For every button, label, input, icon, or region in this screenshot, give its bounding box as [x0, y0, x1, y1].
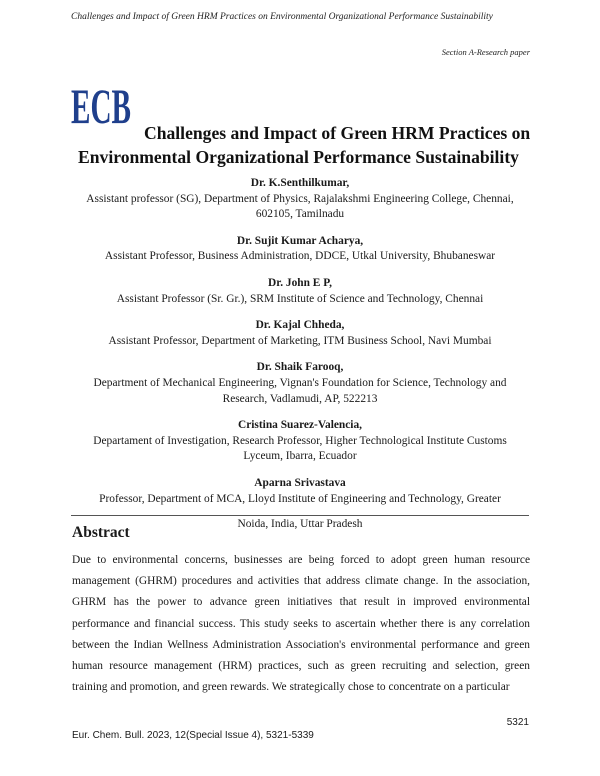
abstract-heading: Abstract: [72, 524, 130, 541]
section-divider: [71, 515, 529, 516]
author-block: [74, 234, 526, 265]
author-affiliation-location: Noida, India, Uttar Pradesh: [237, 518, 363, 531]
title-line-2: Environmental Organizational Performance Sustainability: [78, 147, 519, 167]
author-affiliation: Department of Mechanical Engineering, Vignan's Foundation for Science, Technology and Research, Vadlamudi, AP, 522213: [93, 376, 507, 405]
author-block: [74, 476, 526, 533]
abstract-body: Due to environmental concerns, businesses are being forced to adopt green human resource management (GHRM) procedures and activities that address climate change. In the association, GHRM has the power to advance green initiatives that result in improved environmental performance and financial success. This study seeks to ascertain whether there is any correlation between the Indian Wellness Administration Association's environmental performance and green human resource management (HRM) practices, such as green recruiting and selection, green training and promotion, and green rewards. We strategically chose to concentrate on a particular: [72, 554, 530, 694]
author-block: [74, 360, 526, 407]
author-affiliation: Assistant Professor, Business Administration, DDCE, Utkal University, Bhubaneswar: [104, 250, 496, 263]
author-name: Aparna Srivastava: [254, 476, 346, 489]
title-line-1: Challenges and Impact of Green HRM Practices on: [144, 123, 531, 143]
author-name: Dr. John E P,: [267, 276, 333, 289]
author-name: Dr. Sujit Kumar Acharya,: [236, 234, 364, 247]
logo-text: ECB: [71, 78, 131, 134]
author-block: [74, 418, 526, 465]
author-affiliation: Departament of Investigation, Research Professor, Higher Technological Institute Customs Lyceum, Ibarra, Ecuador: [93, 434, 507, 463]
author-affiliation: Assistant Professor, Department of Marketing, ITM Business School, Navi Mumbai: [108, 334, 492, 347]
author-affiliation: Professor, Department of MCA, Lloyd Institute of Engineering and Technology, Greater: [99, 492, 501, 505]
running-header: Challenges and Impact of Green HRM Practices on Environmental Organizational Performance Sustainability: [71, 12, 493, 22]
author-block: [74, 318, 526, 349]
journal-citation: Eur. Chem. Bull. 2023, 12(Special Issue 4), 5321-5339: [72, 730, 314, 741]
author-block: [74, 176, 526, 223]
author-name: Dr. Shaik Farooq,: [256, 361, 344, 374]
author-name: Dr. Kajal Chheda,: [255, 319, 345, 332]
section-label: Section A-Research paper: [441, 47, 530, 57]
author-name: Cristina Suarez-Valencia,: [237, 419, 363, 432]
page-number: 5321: [506, 717, 529, 728]
author-block: [74, 276, 526, 307]
author-list: [74, 176, 526, 544]
author-affiliation: Assistant professor (SG), Department of Physics, Rajalakshmi Engineering College, Chennai, 602105, Tamilnadu: [86, 192, 514, 221]
paper-title: [72, 121, 542, 169]
author-affiliation: Assistant Professor (Sr. Gr.), SRM Institute of Science and Technology, Chennai: [116, 292, 484, 305]
author-name: Dr. K.Senthilkumar,: [250, 177, 350, 189]
